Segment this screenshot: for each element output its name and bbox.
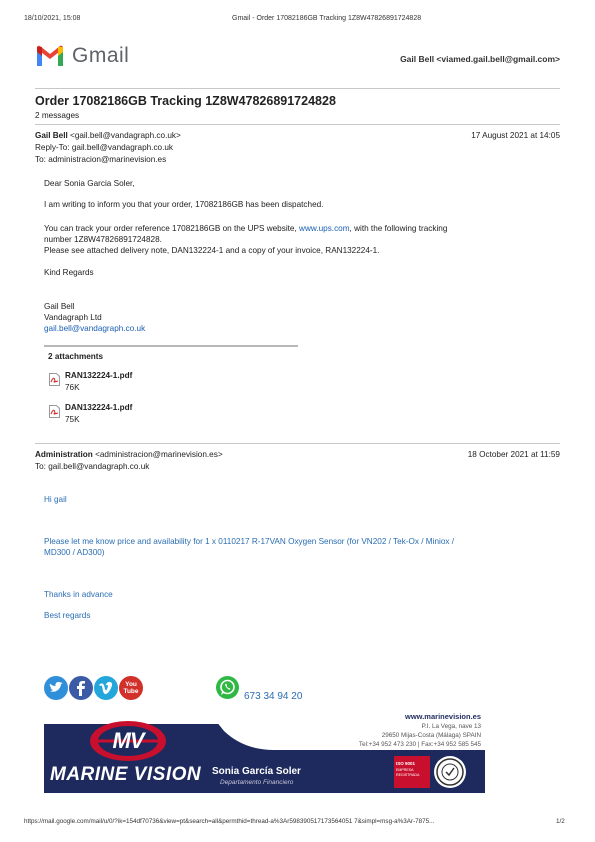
ups-link[interactable]: www.ups.com <box>299 224 350 233</box>
divider <box>35 443 560 444</box>
body-text: , with the following tracking <box>349 224 448 233</box>
attachment-name[interactable]: DAN132224-1.pdf <box>65 403 133 412</box>
facebook-icon[interactable] <box>69 676 93 700</box>
thread-subject: Order 17082186GB Tracking 1Z8W47826891724828 <box>35 94 336 108</box>
cert-text: EMPRESA REGISTRADA <box>396 768 420 777</box>
signature-name: Gail Bell <box>44 302 75 311</box>
thanks-line: Thanks in advance <box>44 590 113 599</box>
brand-name: MARINE VISION <box>50 764 202 785</box>
recipient: To: gail.bell@vandagraph.co.uk <box>35 462 150 471</box>
company-banner <box>44 706 485 793</box>
greeting: Dear Sonia Garcia Soler, <box>44 179 135 188</box>
sender <box>35 130 181 141</box>
company-phone-fax: Tel:+34 952 473 230 | Fax:+34 952 585 545 <box>358 741 481 748</box>
pdf-icon <box>49 373 60 386</box>
message-date: 18 October 2021 at 11:59 <box>467 450 560 459</box>
whatsapp-icon[interactable] <box>216 676 239 699</box>
sender-name: Gail Bell <box>35 131 68 140</box>
certification-seal-icon <box>434 756 466 788</box>
divider <box>35 124 560 125</box>
attachments-title: 2 attachments <box>48 352 104 361</box>
message-date: 17 August 2021 at 14:05 <box>471 131 560 140</box>
marine-vision-logo <box>88 718 168 764</box>
contact-role: Departamento Financiero <box>220 779 294 786</box>
attachments-divider <box>44 345 298 347</box>
contact-person: Sonia García Soler <box>212 766 301 777</box>
gmail-logo-icon <box>35 44 65 68</box>
pdf-icon <box>49 405 60 418</box>
vimeo-icon[interactable] <box>94 676 118 700</box>
print-title: Gmail - Order 17082186GB Tracking 1Z8W47826891724828 <box>232 15 422 22</box>
body-paragraph <box>44 223 447 234</box>
youtube-label: Tube <box>123 688 139 695</box>
attachment-name[interactable]: RAN132224-1.pdf <box>65 371 133 380</box>
phone-number: 673 34 94 20 <box>244 691 303 702</box>
print-url: https://mail.google.com/mail/u/0/?ik=154df70736&view=pt&search=all&permthid=thread-a%3Ar598390517173564051 7&simpl=msg-a%3Ar-7875... <box>24 818 435 825</box>
attachment-size: 76K <box>65 383 80 392</box>
youtube-icon[interactable] <box>119 676 143 700</box>
body-paragraph: number 1Z8W47826891724828. <box>44 235 162 244</box>
body-paragraph: Please see attached delivery note, DAN132224-1 and a copy of your invoice, RAN132224-1. <box>44 246 380 255</box>
account-email: Gail Bell <viamed.gail.bell@gmail.com> <box>400 54 560 64</box>
page-number: 1/2 <box>556 818 565 825</box>
company-address: P.I. La Vega, nave 13 <box>421 723 481 730</box>
youtube-label: You <box>125 681 137 688</box>
recipient: To: administracion@marinevision.es <box>35 155 167 164</box>
twitter-icon[interactable] <box>44 676 68 700</box>
certification-badge <box>394 756 430 788</box>
gmail-logo-text: Gmail <box>72 44 130 67</box>
signature-company: Vandagraph Ltd <box>44 313 102 322</box>
divider <box>35 88 560 89</box>
body-paragraph: I am writing to inform you that your order, 17082186GB has been dispatched. <box>44 200 324 209</box>
greeting: Hi gail <box>44 495 67 504</box>
closing: Kind Regards <box>44 268 94 277</box>
body-paragraph: Please let me know price and availability for 1 x 0110217 R-17VAN Oxygen Sensor (for VN202 / Tek-Ox / Miniox / <box>44 537 455 546</box>
attachment-size: 75K <box>65 415 80 424</box>
sender <box>35 449 223 460</box>
body-paragraph: MD300 / AD300) <box>44 548 105 557</box>
regards-line: Best regards <box>44 611 91 620</box>
sender-email: <administracion@marinevision.es> <box>95 450 223 459</box>
message-count: 2 messages <box>35 111 80 120</box>
sender-email: <gail.bell@vandagraph.co.uk> <box>70 131 181 140</box>
cert-label: ISO 9001 <box>396 761 416 766</box>
sender-name: Administration <box>35 450 93 459</box>
print-datetime: 18/10/2021, 15:08 <box>24 15 81 22</box>
signature-email-link[interactable]: gail.bell@vandagraph.co.uk <box>44 324 146 333</box>
reply-to: Reply-To: gail.bell@vandagraph.co.uk <box>35 143 174 152</box>
company-address: 29650 Mijas-Costa (Málaga) SPAIN <box>381 732 481 739</box>
body-text: You can track your order reference 17082186GB on the UPS website, <box>44 224 300 233</box>
company-website[interactable]: www.marinevision.es <box>405 712 481 721</box>
logo-monogram: MV <box>112 728 144 753</box>
